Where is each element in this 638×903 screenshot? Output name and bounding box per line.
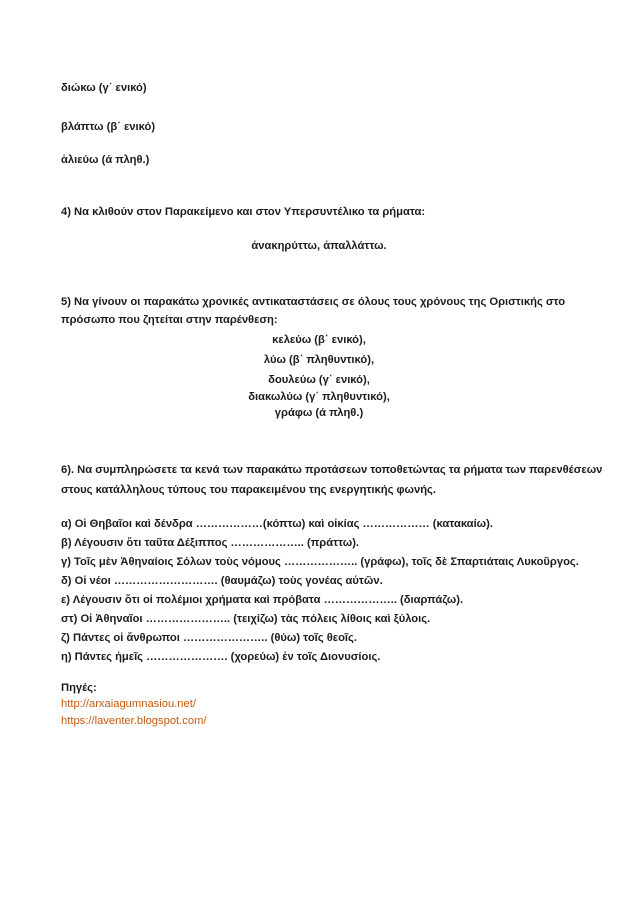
q6-sentence: ε) Λέγουσιν ὅτι οἱ πολέμιοι χρήματα καὶ πρόβατα ……………….. (διαρπάζω).	[61, 594, 464, 606]
exercise-item: διώκω (γ΄ ενικό)	[61, 82, 147, 94]
source-link[interactable]: http://arxaiagumnasiou.net/	[61, 698, 196, 710]
q5-item: δουλεύω (γ΄ ενικό),	[268, 374, 370, 386]
q5-item: γράφω (ά πληθ.)	[274, 407, 364, 419]
sources-label: Πηγές:	[61, 682, 97, 694]
q6-heading: 6). Να συμπληρώσετε τα κενά των παρακάτω προτάσεων τοποθετώντας τα ρήματα των παρενθέσεων	[61, 464, 603, 476]
q4-verbs: ἀνακηρύττω, ἀπαλλάττω.	[251, 240, 387, 252]
q6-sentence: γ) Τοῖς μὲν Ἀθηναίοις Σόλων τοὺς νόμους ……………….. (γράφω), τοῖς δὲ Σπαρτιάταις Λυκοῦργος.	[61, 556, 579, 568]
exercise-item: ἁλιεύω (ά πληθ.)	[61, 154, 150, 166]
exercise-item: βλάπτω (β΄ ενικό)	[61, 121, 156, 133]
q5-item: λύω (β΄ πληθυντικό),	[263, 354, 375, 366]
q6-heading: στους κατάλληλους τύπους του παρακειμένου της ενεργητικής φωνής.	[61, 484, 436, 496]
q6-sentence: η) Πάντες ἡμεῖς …………………. (χορεύω) ἐν τοῖς Διονυσίοις.	[61, 651, 381, 663]
q5-heading: πρόσωπο που ζητείται στην παρένθεση:	[61, 314, 278, 326]
q4-heading: 4) Να κλιθούν στον Παρακείμενο και στον Υπερσυντέλικο τα ρήματα:	[61, 206, 426, 218]
source-link[interactable]: https://laventer.blogspot.com/	[61, 715, 207, 727]
q6-sentence: β) Λέγουσιν ὅτι ταῦτα Δέξιππος ……………….. (πράττω).	[61, 537, 360, 549]
q5-item: κελεύω (β΄ ενικό),	[272, 334, 366, 346]
q5-item: διακωλύω (γ΄ πληθυντικό),	[248, 391, 390, 403]
q6-sentence: ζ) Πάντες οἱ ἄνθρωποι ………………….. (θύω) τοῖς θεοῖς.	[61, 632, 357, 644]
q6-sentence: δ) Οἱ νέοι ………………………. (θαυμάζω) τοὺς γονέας αὐτῶν.	[61, 575, 383, 587]
q6-sentence: α) Οἱ Θηβαῖοι καὶ δένδρα ………………(κόπτω) καὶ οἰκίας ……………… (κατακαίω).	[61, 518, 493, 530]
q6-sentence: στ) Οἱ Ἀθηναῖοι ………………….. (τειχίζω) τὰς πόλεις λίθοις καὶ ξύλοις.	[61, 613, 431, 625]
q5-heading: 5) Να γίνουν οι παρακάτω χρονικές αντικαταστάσεις σε όλους τους χρόνους της Οριστικής στο	[61, 296, 566, 308]
